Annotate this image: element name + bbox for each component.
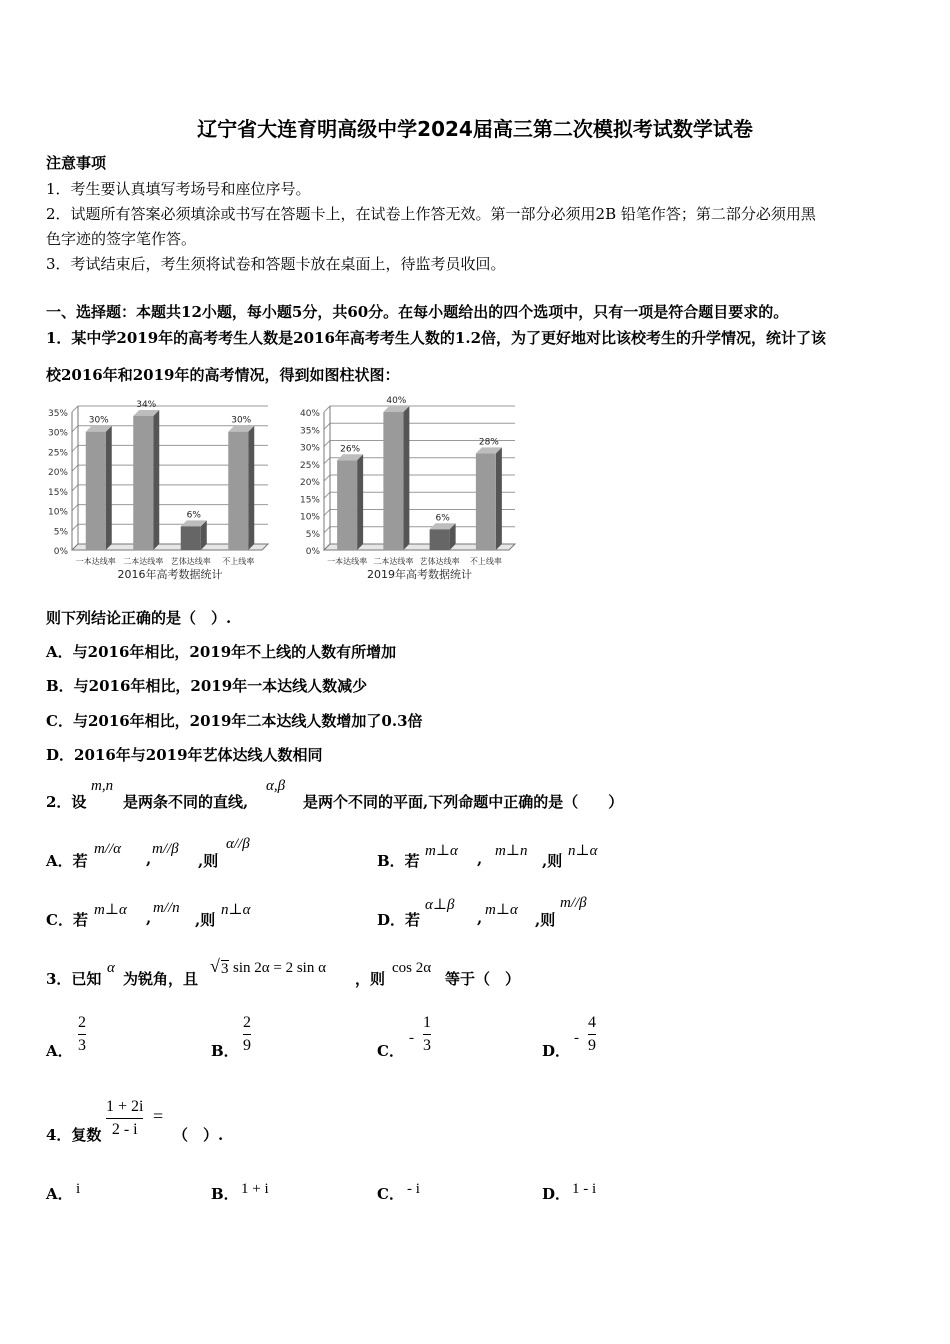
q2-b-math3: n⊥α: [568, 843, 598, 859]
bar-data-label: 34%: [136, 399, 157, 410]
y-tick-label: 10%: [299, 512, 320, 523]
y-tick-label: 40%: [299, 409, 320, 419]
section-heading: 一、选择题：本题共12小题，每小题5分，共60分。在每小题给出的四个选项中，只有一项是符合题目要求的。: [46, 303, 789, 321]
fraction-bar: [588, 1034, 596, 1035]
bar: [86, 432, 106, 550]
x-tick-label: 不上线率: [469, 557, 502, 566]
y-tick-label: 0%: [305, 547, 320, 557]
q3-option-sign: -: [574, 1030, 579, 1046]
q2-d-math2: m⊥α: [485, 902, 518, 918]
fraction-numerator: 2: [78, 1014, 86, 1031]
q2-prefix: 2．设: [46, 793, 87, 811]
q4-numerator: 1 + 2i: [106, 1098, 144, 1115]
q4-option-label: B．: [211, 1185, 239, 1203]
bar-data-label: 40%: [386, 396, 407, 406]
bar-side: [106, 426, 112, 550]
bar: [181, 526, 201, 550]
q4-option-label: A．: [46, 1185, 73, 1203]
y-tick-label: 5%: [53, 527, 68, 538]
x-tick-label: 一本达线率: [75, 557, 116, 566]
bar-side: [403, 406, 409, 550]
q2-option-c-label: C．若: [46, 911, 88, 929]
bar-side: [248, 426, 254, 550]
gridline-side: [324, 406, 330, 412]
q3-equation: sin 2α = 2 sin α: [233, 960, 326, 976]
x-tick-label: 二本达线率: [123, 557, 164, 566]
y-tick-label: 15%: [47, 487, 68, 498]
gridline-side: [72, 485, 78, 491]
q3-prefix: 3．已知: [46, 970, 102, 988]
x-tick-label: 一本达线率: [327, 557, 368, 566]
bar-side: [357, 454, 363, 550]
q2-then: ,则: [198, 852, 219, 870]
q4-denominator: 2 - i: [111, 1121, 138, 1138]
q1-option-b: B．与2016年相比，2019年一本达线人数减少: [46, 677, 368, 695]
x-tick-label: 艺体达线率: [419, 557, 460, 566]
y-tick-label: 30%: [47, 428, 68, 439]
q2-option-b-label: B．若: [377, 852, 420, 870]
gridline-side: [72, 445, 78, 451]
q2-comma: ,: [146, 850, 152, 868]
q3-option-fraction: [78, 1014, 86, 1055]
page-title: 辽宁省大连育明高级中学2024届高三第二次模拟考试数学试卷: [197, 117, 753, 141]
q3-sqrt-radicand: 3: [221, 961, 229, 977]
fraction-numerator: 2: [243, 1014, 251, 1031]
bar: [337, 460, 357, 550]
bar-data-label: 26%: [340, 444, 361, 455]
bar-data-label: 28%: [478, 437, 499, 448]
fraction-denominator: 3: [78, 1037, 86, 1054]
q2-ab: α,β: [266, 778, 286, 794]
q1-option-c: C．与2016年相比，2019年二本达线人数增加了0.3倍: [46, 712, 423, 730]
gridline-side: [72, 406, 78, 412]
gridline-side: [324, 475, 330, 481]
sqrt-sign-icon: √: [210, 956, 220, 976]
q3-mid: 为锐角，且: [123, 970, 199, 988]
bar: [430, 529, 450, 550]
x-tick-label: 艺体达线率: [170, 557, 211, 566]
q4-fraction: [106, 1098, 143, 1139]
q2-a-math2: m//β: [152, 841, 179, 857]
q2-then: ,则: [195, 911, 216, 929]
q4-option-label: C．: [377, 1185, 404, 1203]
gridline-side: [72, 505, 78, 511]
notice-item: 色字迹的签字笔作答。: [46, 230, 197, 248]
q3-suffix: 等于（ ）: [445, 970, 521, 988]
bar: [228, 432, 248, 550]
fraction-bar: [423, 1034, 431, 1035]
q2-c-math2: m//n: [153, 900, 180, 916]
q4-option-value: i: [76, 1181, 81, 1197]
fraction-numerator: 1: [423, 1014, 431, 1031]
bar-chart-2019: [292, 392, 527, 587]
fraction-bar: [243, 1034, 251, 1035]
q1-option-a: A．与2016年相比，2019年不上线的人数有所增加: [46, 643, 397, 661]
x-tick-label: 不上线率: [222, 557, 255, 566]
y-tick-label: 30%: [299, 443, 320, 454]
q2-a-math3: α//β: [226, 836, 250, 852]
q2-d-math1: α⊥β: [425, 897, 455, 913]
q2-then: ,则: [535, 911, 556, 929]
gridline-side: [72, 465, 78, 471]
q1-option-d: D．2016年与2019年艺体达线人数相同: [46, 746, 323, 764]
gridline-side: [324, 510, 330, 516]
q3-option-fraction: [243, 1014, 251, 1055]
gridline-side: [324, 423, 330, 429]
q2-mn: m,n: [91, 778, 114, 794]
y-tick-label: 15%: [299, 495, 320, 506]
fraction-bar: [78, 1034, 86, 1035]
q2-comma: ,: [146, 909, 152, 927]
gridline-side: [324, 458, 330, 464]
fraction-denominator: 9: [243, 1037, 251, 1054]
q3-mid2: ，则: [355, 970, 386, 988]
y-tick-label: 25%: [47, 448, 68, 459]
q2-c-math3: n⊥α: [221, 902, 251, 918]
q2-then: ,则: [542, 852, 563, 870]
q4-option-value: 1 + i: [241, 1181, 269, 1197]
q2-a-math1: m//α: [94, 841, 122, 857]
notice-item: 3．考试结束后，考生须将试卷和答题卡放在桌面上，待监考员收回。: [46, 255, 506, 273]
bar: [476, 453, 496, 550]
q3-option-sign: -: [409, 1030, 414, 1046]
q2-option-d-label: D．若: [377, 911, 421, 929]
q2-mid: 是两条不同的直线,: [123, 793, 249, 811]
q3-option-label: C．: [377, 1042, 404, 1060]
y-tick-label: 35%: [299, 426, 320, 437]
chart-title: 2019年高考数据统计: [367, 568, 472, 581]
gridline-side: [324, 527, 330, 533]
bar-data-label: 6%: [435, 513, 450, 524]
q1-stem: 校2016年和2019年的高考情况，得到如图柱状图：: [46, 366, 400, 384]
q1-question: 则下列结论正确的是（ ）.: [46, 609, 232, 627]
y-tick-label: 20%: [299, 478, 320, 488]
y-tick-label: 25%: [299, 460, 320, 471]
q3-option-label: B．: [211, 1042, 239, 1060]
q3-option-fraction: [423, 1014, 431, 1055]
fraction-denominator: 9: [588, 1037, 596, 1054]
q2-c-math1: m⊥α: [94, 902, 127, 918]
gridline-side: [324, 441, 330, 447]
q4-option-value: 1 - i: [572, 1181, 597, 1197]
q2-b-math1: m⊥α: [425, 843, 458, 859]
bar-data-label: 30%: [88, 415, 109, 426]
notice-heading: 注意事项: [46, 154, 107, 172]
gridline-side: [324, 492, 330, 498]
bar-data-label: 6%: [186, 510, 201, 521]
gridline-side: [72, 426, 78, 432]
y-tick-label: 35%: [47, 409, 68, 419]
fraction-bar: [106, 1118, 143, 1119]
notice-item: 2．试题所有答案必须填涂或书写在答题卡上，在试卷上作答无效。第一部分必须用2B 铅笔作答；第二部分必须用黑: [46, 205, 816, 223]
q4-option-value: - i: [407, 1181, 420, 1197]
bar-chart-2016: [40, 392, 280, 587]
y-tick-label: 10%: [47, 507, 68, 518]
q3-option-fraction: [588, 1014, 596, 1055]
q1-stem: 1．某中学2019年的高考考生人数是2016年高考考生人数的1.2倍，为了更好地对比该校考生的升学情况，统计了该: [46, 329, 827, 347]
q3-option-label: A．: [46, 1042, 73, 1060]
x-tick-label: 二本达线率: [373, 557, 414, 566]
bar-side: [153, 410, 159, 550]
bar-data-label: 30%: [231, 415, 252, 426]
q4-prefix: 4．复数: [46, 1126, 102, 1144]
q2-b-math2: m⊥n: [495, 843, 528, 859]
bar: [133, 416, 153, 550]
notice-item: 1．考生要认真填写考场号和座位序号。: [46, 180, 311, 198]
q3-option-label: D．: [542, 1042, 571, 1060]
q4-equals: =: [153, 1106, 164, 1126]
fraction-numerator: 4: [588, 1014, 596, 1031]
chart-title: 2016年高考数据统计: [117, 568, 223, 581]
gridline-side: [72, 524, 78, 530]
q2-comma: ,: [477, 909, 483, 927]
bar: [383, 412, 403, 550]
q2-option-a-label: A．若: [46, 852, 88, 870]
q3-cos: cos 2α: [392, 960, 432, 976]
q4-option-label: D．: [542, 1185, 571, 1203]
q2-d-math3: m//β: [560, 895, 587, 911]
q2-comma: ,: [477, 850, 483, 868]
fraction-denominator: 3: [423, 1037, 431, 1054]
y-tick-label: 5%: [305, 529, 320, 540]
bar-side: [496, 447, 502, 550]
q3-alpha: α: [107, 960, 115, 976]
q4-suffix: （ ）.: [173, 1126, 224, 1144]
y-tick-label: 20%: [47, 468, 68, 479]
q2-suffix: 是两个不同的平面,下列命题中正确的是（ ）: [303, 793, 624, 811]
y-tick-label: 0%: [53, 547, 68, 557]
